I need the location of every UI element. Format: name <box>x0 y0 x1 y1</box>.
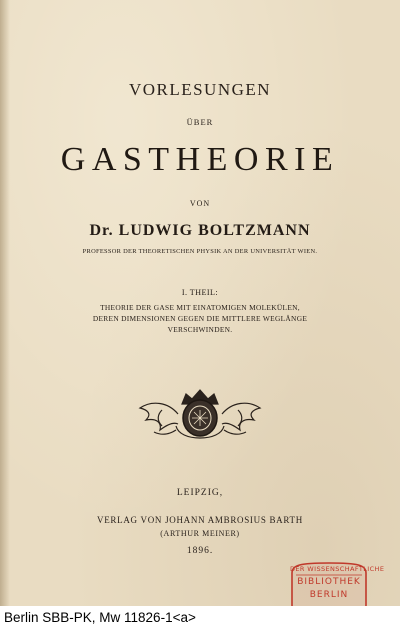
author-name: Dr. LUDWIG BOLTZMANN <box>89 222 311 239</box>
part-description-line: DEREN DIMENSIONEN GEGEN DIE MITTLERE WEGLÄNGE <box>92 314 308 323</box>
main-title: GASTHEORIE <box>60 141 340 178</box>
title-line-von: VON <box>189 199 211 208</box>
publisher-name: VERLAG VON JOHANN AMBROSIUS BARTH <box>97 515 303 525</box>
library-stamp <box>290 561 385 606</box>
part-description-line: VERSCHWINDEN. <box>167 325 233 334</box>
part-label: I. THEIL: <box>181 288 219 297</box>
stamp-line-3: BERLIN <box>309 590 349 600</box>
publisher-emblem-icon <box>132 384 268 444</box>
publication-place: LEIPZIG, <box>176 488 224 498</box>
part-description-line: THEORIE DER GASE MIT EINATOMIGEN MOLEKÜLEN, <box>100 303 300 312</box>
publication-year: 1896. <box>186 546 214 556</box>
publisher-editor: (ARTHUR MEINER) <box>160 529 240 538</box>
title-line-vorlesungen: VORLESUNGEN <box>128 80 272 99</box>
title-line-ueber: ÜBER <box>186 117 214 127</box>
author-affiliation: PROFESSOR DER THEORETISCHEN PHYSIK AN DER UNIVERSITÄT WIEN. <box>82 248 318 255</box>
part-description <box>0 302 400 335</box>
stamp-line-2: BIBLIOTHEK <box>297 577 361 587</box>
stamp-line-1: DER WISSENSCHAFTLICHE <box>290 565 385 573</box>
shelfmark-caption: Berlin SBB-PK, Mw 11826-1<a> <box>4 610 196 625</box>
